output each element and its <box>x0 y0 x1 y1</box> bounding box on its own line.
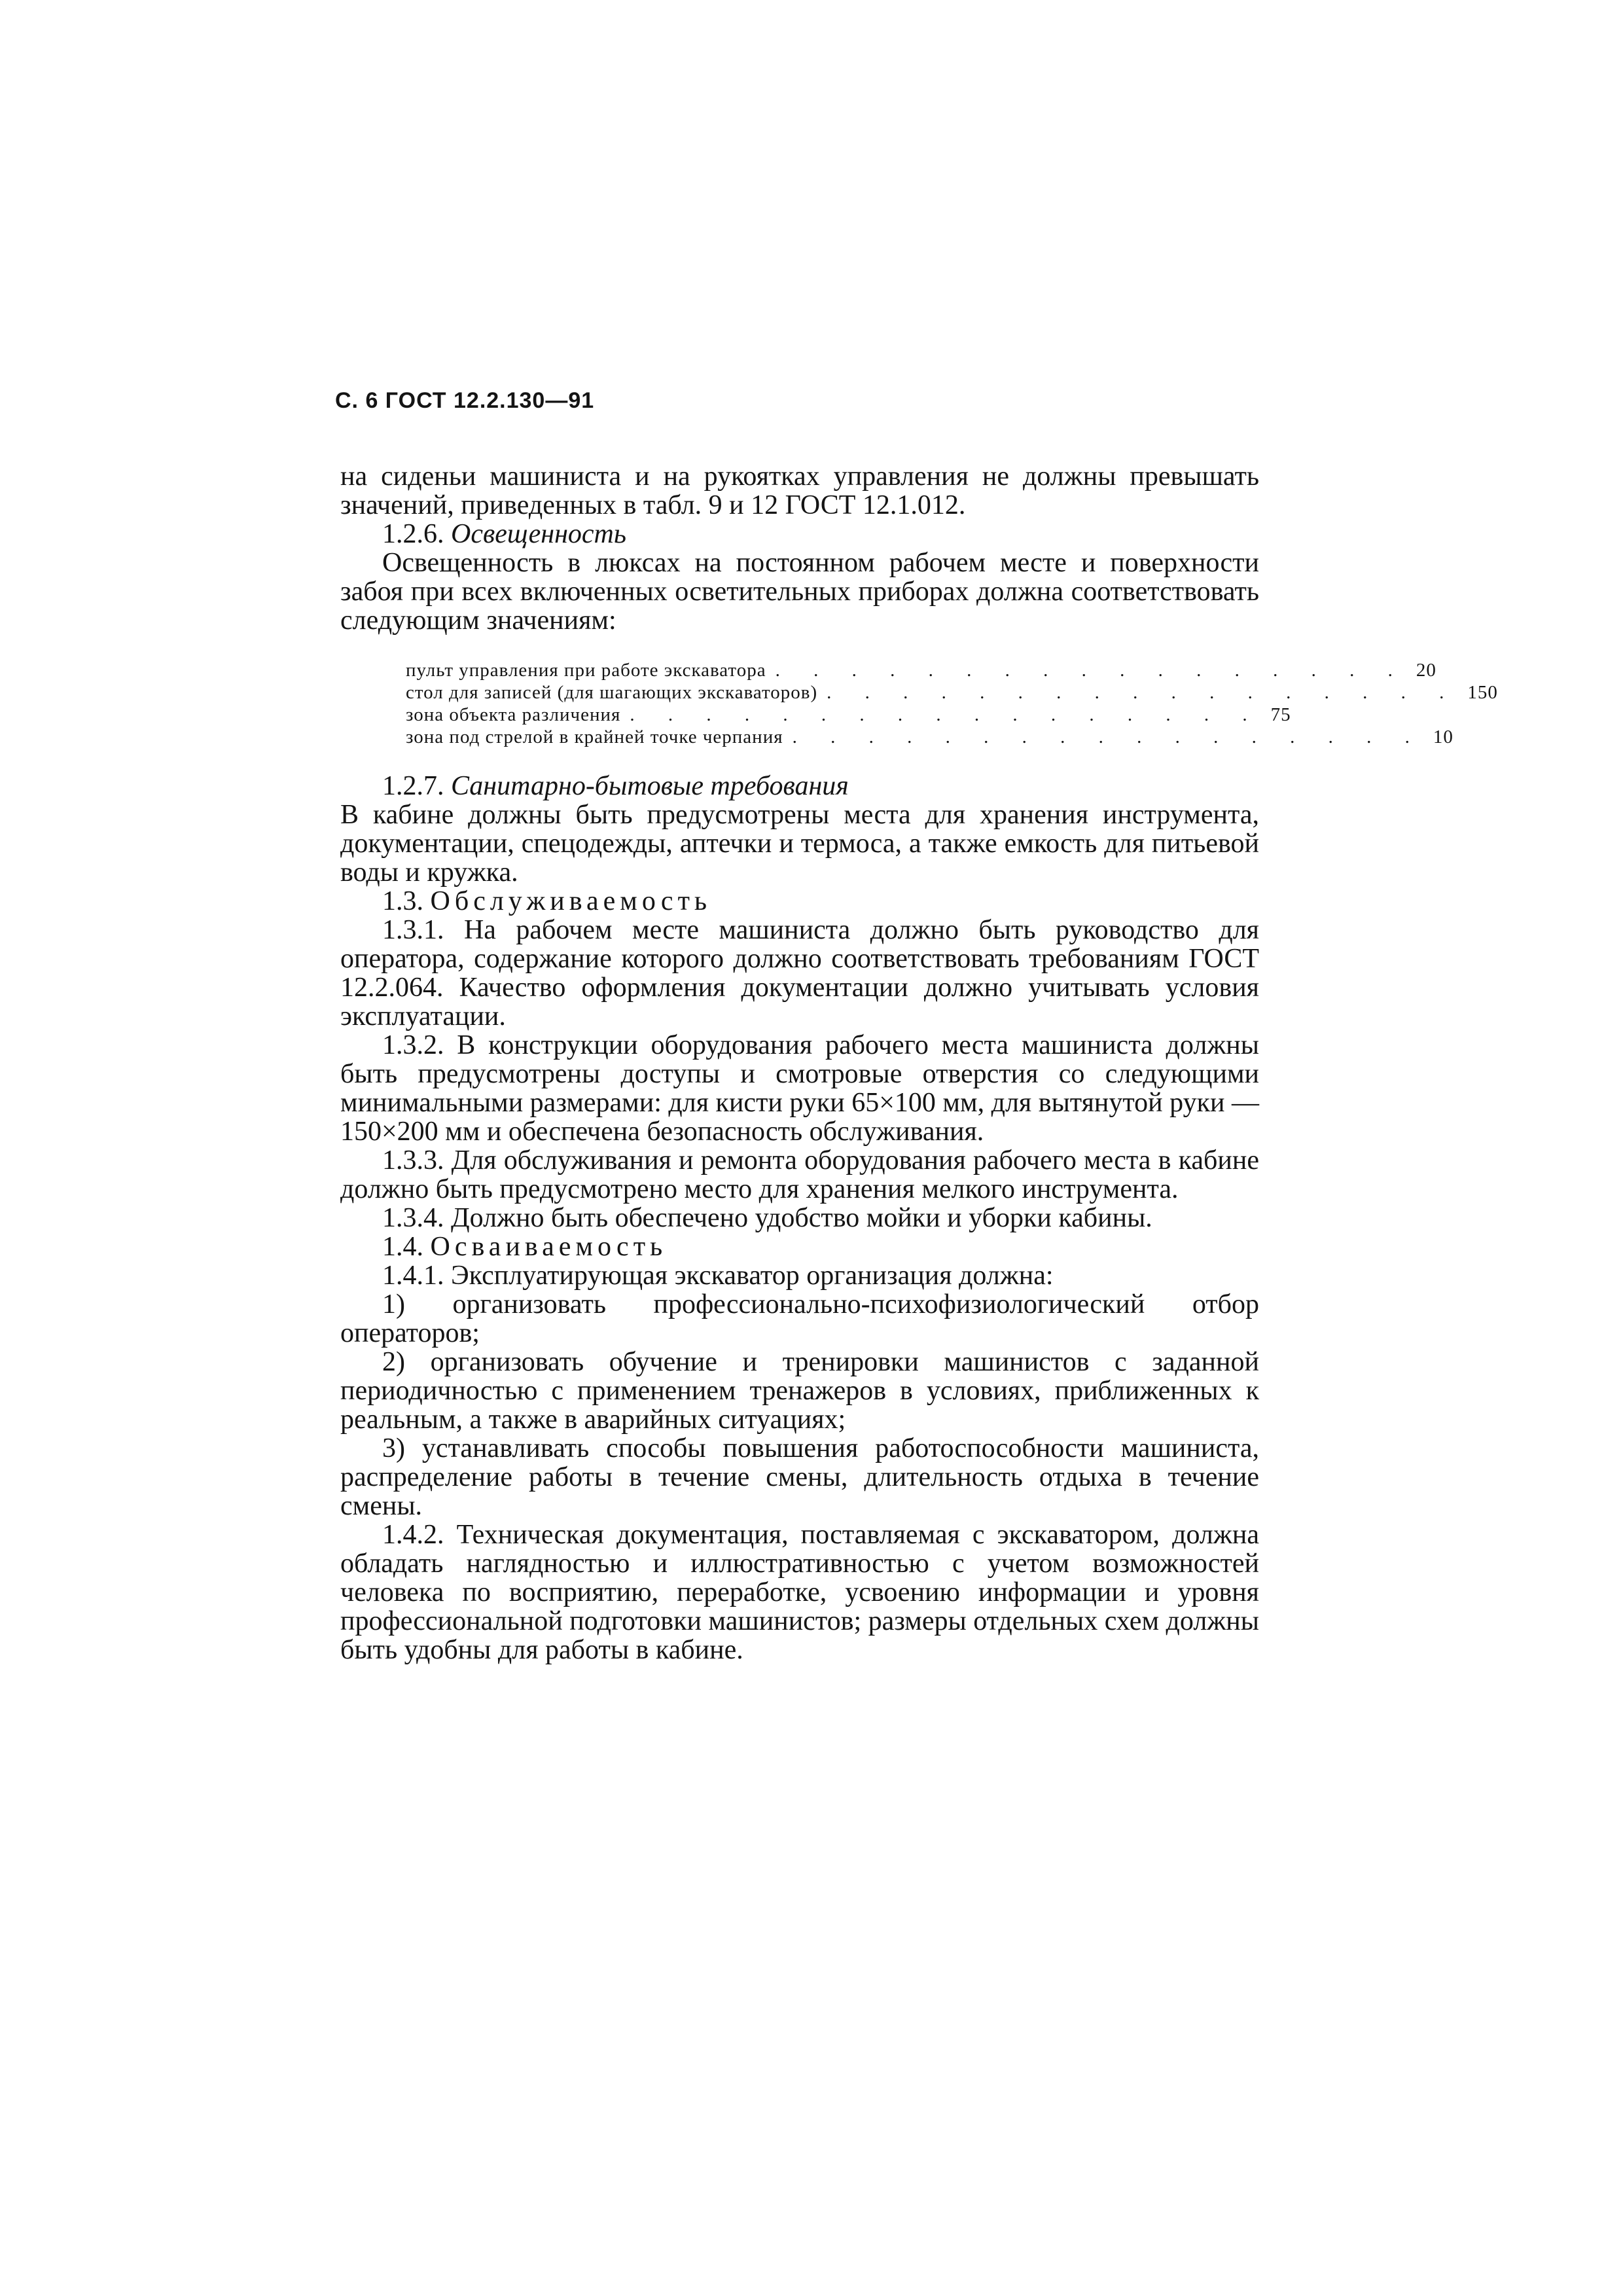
section-1-4-heading <box>340 1232 1259 1261</box>
section-1-3-3: 1.3.3. Для обслуживания и ремонта оборудования рабочего места в кабине должно быть предусмотрено место для хранения мелкого инструмента. <box>340 1145 1259 1204</box>
section-title: Осваиваемость <box>430 1232 668 1262</box>
section-1-4-2: 1.4.2. Техническая документация, поставляемая с экскаватором, должна обладать наглядностью и иллюстративностью с учетом возможностей человека по восприятию, переработке, усвоению информации и уровня профессиональной подготовки машинистов; размеры отдельных схем должны быть удобны для работы в кабине. <box>340 1520 1260 1665</box>
intro-paragraph: на сиденьи машиниста и на рукоятках управления не должны превышать значений, приведенных в табл. 9 и 12 ГОСТ 12.1.012. <box>340 461 1259 520</box>
section-1-4-1: 1.4.1. Эксплуатирующая экскаватор организация должна: <box>382 1261 1054 1291</box>
illumination-table <box>406 659 1498 748</box>
section-1-3-1: 1.3.1. На рабочем месте машиниста должно быть руководство для оператора, содержание которого должно соответствовать требованиям ГОСТ 12.2.064. Качество оформления документации должно учитывать условия эксплуатации. <box>340 915 1259 1031</box>
leader-dots: . . . . . . . . . . . . . . . . . <box>792 726 1424 747</box>
section-1-2-7-heading <box>340 772 1259 800</box>
section-1-2-7-text: В кабине должны быть предусмотрены места для хранения инструмента, документации, спецодежды, аптечки и термоса, а также емкость для питьевой воды и кружка. <box>340 800 1259 888</box>
section-number: 1.2.7. <box>382 771 444 801</box>
row-value: 150 <box>1467 682 1498 703</box>
row-label: стол для записей (для шагающих экскаваторов) <box>406 682 818 703</box>
table-row <box>406 659 1436 681</box>
list-item: 3) устанавливать способы повышения работоспособности машиниста, распределение работы в течение смены, длительность отдыха в течение смены. <box>340 1433 1259 1521</box>
table-row <box>406 704 1291 726</box>
section-title: Санитарно-бытовые требования <box>451 771 849 801</box>
section-1-2-6-heading <box>340 520 1259 548</box>
section-title: Освещенность <box>451 519 626 549</box>
document-body <box>340 461 1498 1665</box>
table-row <box>406 681 1498 704</box>
list-item: 2) организовать обучение и тренировки машинистов с заданной периодичностью с применением тренажеров в условиях, приближенных к реальным, а также в аварийных ситуациях; <box>340 1347 1259 1435</box>
page-header: С. 6 ГОСТ 12.2.130—91 <box>335 388 595 413</box>
section-1-3-2: 1.3.2. В конструкции оборудования рабочего места машиниста должны быть предусмотрены доступы и смотровые отверстия со следующими минимальными размерами: для кисти руки 65×100 мм, для вытянутой руки — 150×200 мм и обеспечена безопасность обслуживания. <box>340 1030 1259 1147</box>
leader-dots: . . . . . . . . . . . . . . . . . <box>827 682 1459 703</box>
row-label: пульт управления при работе экскаватора <box>406 660 766 681</box>
leader-dots: . . . . . . . . . . . . . . . . . <box>630 704 1262 725</box>
row-value: 75 <box>1270 704 1291 725</box>
row-label: зона объекта различения <box>406 704 621 725</box>
row-label: зона под стрелой в крайней точке черпания <box>406 726 783 747</box>
leader-dots: . . . . . . . . . . . . . . . . . <box>775 660 1407 681</box>
section-number: 1.2.6. <box>382 519 444 549</box>
list-item: 1) организовать профессионально-психофизиологический отбор операторов; <box>340 1289 1259 1348</box>
section-title: Обслуживаемость <box>430 886 712 916</box>
row-value: 10 <box>1433 726 1454 747</box>
row-value: 20 <box>1416 660 1436 681</box>
section-1-2-6-text: Освещенность в люксах на постоянном рабочем месте и поверхности забоя при всех включенных осветительных приборах должна соответствовать следующим значениям: <box>340 548 1259 636</box>
section-number: 1.4. <box>382 1232 423 1262</box>
section-1-3-heading <box>340 887 1259 916</box>
section-1-3-4: 1.3.4. Должно быть обеспечено удобство мойки и уборки кабины. <box>382 1203 1152 1233</box>
table-row <box>406 726 1454 748</box>
section-number: 1.3. <box>382 886 423 916</box>
